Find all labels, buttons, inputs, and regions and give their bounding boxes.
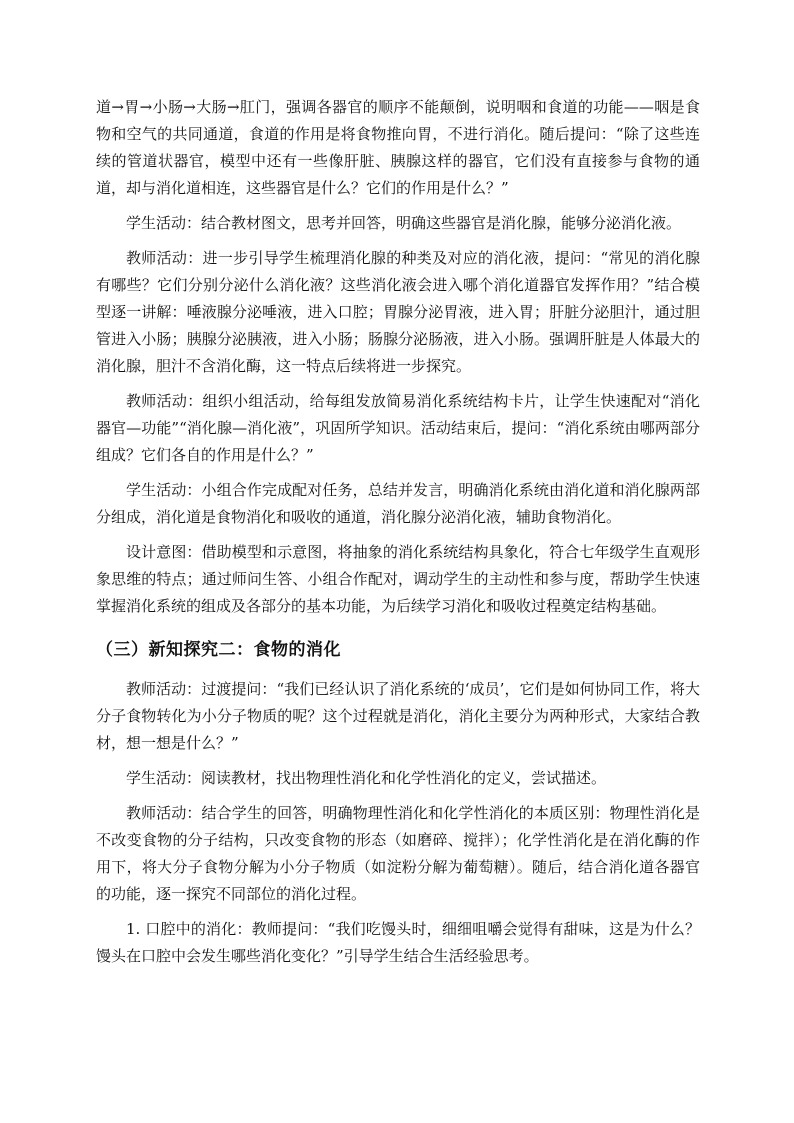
paragraph-design-intent: 设计意图：借助模型和示意图，将抽象的消化系统结构具象化，符合七年级学生直观形象思维的特点；通过师问生答、小组合作配对，调动学生的主动性和参与度，帮助学生快速掌握消化系统的组成及各部分的基本功能，为后续学习消化和吸收过程奠定结构基础。 bbox=[96, 543, 700, 615]
paragraph-student-activity-1: 学生活动：结合教材图文，思考并回答，明确这些器官是消化腺，能够分泌消化液。 bbox=[126, 214, 682, 232]
paragraph-student-activity-2: 学生活动：小组合作完成配对任务，总结并发言，明确消化系统由消化道和消化腺两部分组成，消化道是食物消化和吸收的通道，消化腺分泌消化液，辅助食物消化。 bbox=[96, 481, 700, 526]
paragraph-student-activity-3: 学生活动：阅读教材，找出物理性消化和化学性消化的定义，尝试描述。 bbox=[126, 769, 607, 787]
paragraph-teacher-activity-4: 教师活动：结合学生的回答，明确物理性消化和化学性消化的本质区别：物理性消化是不改变食物的分子结构，只改变食物的形态（如磨碎、搅拌）；化学性消化是在消化酶的作用下，将大分子食物分解为小分子物质（如淀粉分解为葡萄糖）。随后，结合消化道各器官的功能，逐一探究不同部位的消化过程。 bbox=[96, 804, 700, 903]
paragraph-teacher-activity-3: 教师活动：过渡提问：“我们已经认识了消化系统的‘成员’，它们是如何协同工作，将大分子食物转化为小分子物质的呢？这个过程就是消化，消化主要分为两种形式，大家结合教材，想一想是什么？” bbox=[96, 680, 700, 752]
paragraph-teacher-activity-1: 教师活动：进一步引导学生梳理消化腺的种类及对应的消化液，提问：“常见的消化腺有哪些？它们分别分泌什么消化液？这些消化液会进入哪个消化道器官发挥作用？”结合模型逐一讲解：唾液腺分泌唾液，进入口腔；胃腺分泌胃液，进入胃；肝脏分泌胆汁，通过胆管进入小肠；胰腺分泌胰液，进入小肠；肠腺分泌肠液，进入小肠。强调肝脏是人体最大的消化腺，胆汁不含消化酶，这一特点后续将进一步探究。 bbox=[96, 249, 700, 375]
paragraph-oral-digestion: 1. 口腔中的消化：教师提问：“我们吃馒头时，细细咀嚼会觉得有甜味，这是为什么？馒头在口腔中会发生哪些消化变化？”引导学生结合生活经验思考。 bbox=[96, 920, 700, 965]
section-heading: （三）新知探究二：食物的消化 bbox=[96, 640, 341, 660]
document-page bbox=[96, 94, 700, 978]
paragraph-continuation: 道→胃→小肠→大肠→肛门，强调各器官的顺序不能颠倒，说明咽和食道的功能——咽是食物和空气的共同通道，食道的作用是将食物推向胃，不进行消化。随后提问：“除了这些连续的管道状器官，模型中还有一些像肝脏、胰腺这样的器官，它们没有直接参与食物的通道，却与消化道相连，这些器官是什么？它们的作用是什么？” bbox=[96, 98, 700, 197]
paragraph-teacher-activity-2: 教师活动：组织小组活动，给每组发放简易消化系统结构卡片，让学生快速配对“消化器官—功能”“消化腺—消化液”，巩固所学知识。活动结束后，提问：“消化系统由哪两部分组成？它们各自的作用是什么？” bbox=[96, 392, 700, 464]
